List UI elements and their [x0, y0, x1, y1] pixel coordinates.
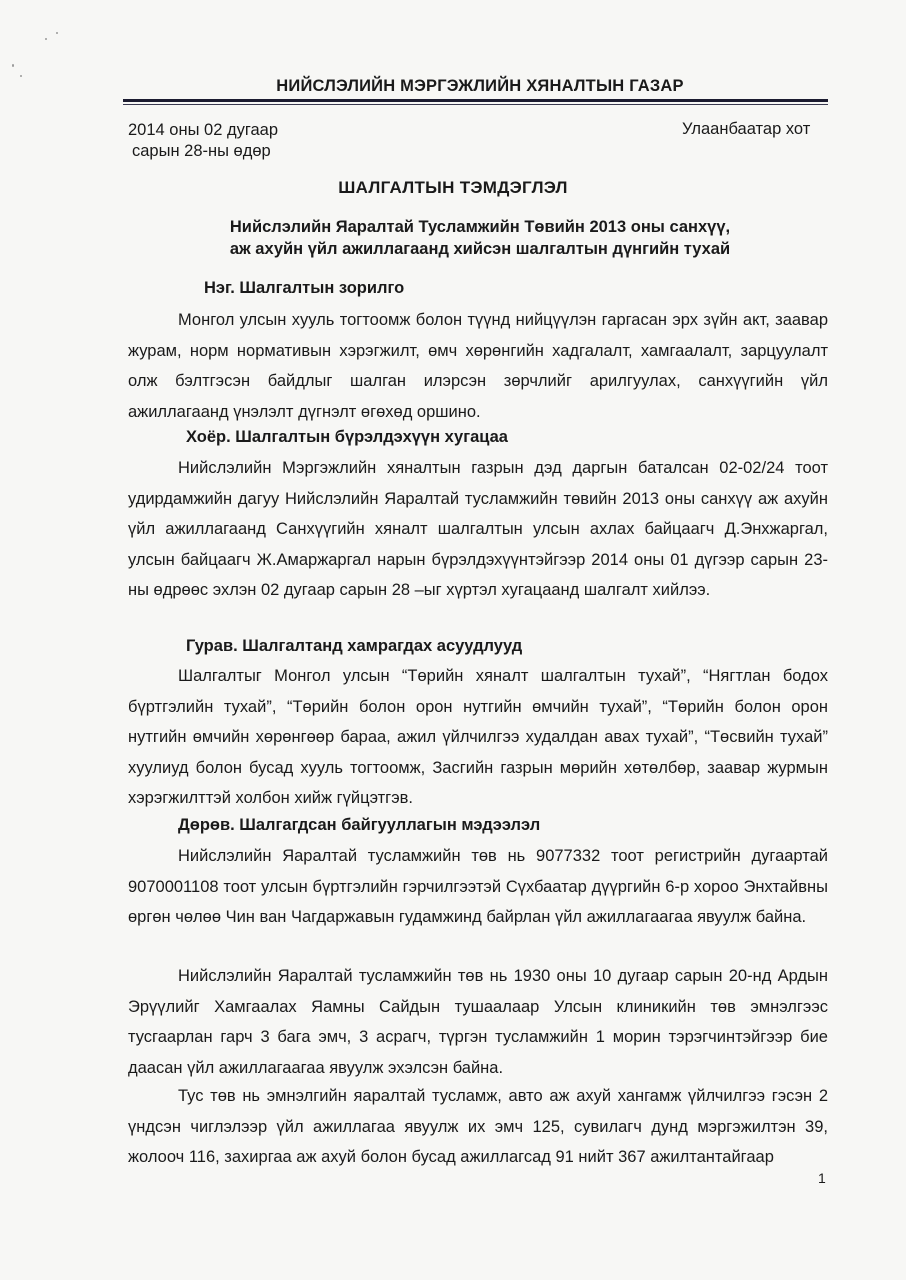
scan-speck: [12, 64, 14, 67]
header-rule-thin: [123, 104, 828, 105]
document-title: ШАЛГАЛТЫН ТЭМДЭГЛЭЛ: [338, 178, 568, 197]
paragraph: Нийслэлийн Мэргэжлийн хяналтын газрын дэд даргын баталсан 02-02/24 тоот удирдамжийн дагуу Нийслэлийн Яаралтай тусламжийн төвийн 2013 оны санхүү аж ахуйн үйл ажиллагаанд Санхүүгийн хяналт шалгалтын улсын ахлах байцаагч Д.Энхжаргал, улсын байцаагч Ж.Амаржаргал нарын бүрэлдэхүүнтэйгээр 2014 оны 01 дүгээр сарын 23-ны өдрөөс эхлэн 02 дугаар сарын 28 –ыг хүртэл хугацаанд шалгалт хийлээ.: [128, 459, 828, 599]
document-date: [128, 120, 278, 162]
paragraph: Монгол улсын хууль тогтоомж болон түүнд нийцүүлэн гаргасан эрх зүйн акт, заавар журам, норм нормативын хэрэгжилт, өмч хөрөнгийн хадгалалт, хамгаалалт, зарцуулалт олж бэлтгэсэн байдлыг шалган илэрсэн зөрчлийг арилгуулах, санхүүгийн үйл ажиллагаанд үнэлэлт дүгнэлт өгөхөд оршино.: [128, 311, 828, 421]
section-body-4-part-2: [128, 961, 828, 1083]
scan-speck: [56, 32, 58, 34]
document-subtitle: [150, 216, 810, 260]
subtitle-line-2: аж ахуйн үйл ажиллагаанд хийсэн шалгалтын дүнгийн тухай: [229, 240, 731, 258]
section-heading-3: Гурав. Шалгалтанд хамрагдах асуудлууд: [186, 637, 523, 655]
paragraph: Нийслэлийн Яаралтай тусламжийн төв нь 1930 оны 10 дугаар сарын 20-нд Ардын Эрүүлийг Хамгаалах Яамны Сайдын тушаалаар Улсын клиникийн төв эмнэлгээс тусгаарлан гарч 3 бага эмч, 3 асрагч, түргэн тусламжийн 1 морин тэрэгчинтэйгээр бие даасан үйл ажиллагаагаа явуулж эхэлсэн байна.: [128, 967, 828, 1077]
section-body-2: [128, 453, 828, 606]
section-body-3: [128, 661, 828, 814]
section-body-1: [128, 305, 828, 427]
section-heading-2: Хоёр. Шалгалтын бүрэлдэхүүн хугацаа: [186, 428, 508, 446]
subtitle-line-1: Нийслэлийн Яаралтай Тусламжийн Төвийн 2013 оны санхүү,: [229, 218, 731, 236]
paragraph: Нийслэлийн Яаралтай тусламжийн төв нь 9077332 тоот регистрийн дугаартай 9070001108 тоот улсын бүртгэлийн гэрчилгээтэй Сүхбаатар дүүргийн 6-р хороо Энхтайвны өргөн чөлөө Чин ван Чагдаржавын гудамжинд байрлан үйл ажиллагаагаа явуулж байна.: [128, 847, 828, 926]
document-city: Улаанбаатар хот: [682, 120, 811, 138]
scan-speck: [20, 75, 22, 77]
paragraph: Тус төв нь эмнэлгийн яаралтай тусламж, авто аж ахуй хангамж үйлчилгээ гэсэн 2 үндсэн чиглэлээр үйл ажиллагаа явуулж их эмч 125, сувилагч дунд мэргэжилтэн 39, жолооч 116, захиргаа аж ахуй болон бусад ажиллагсад 91 нийт 367 ажилтантайгаар: [128, 1087, 828, 1166]
scan-speck: [45, 38, 47, 40]
section-heading-1: Нэг. Шалгалтын зорилго: [204, 279, 405, 297]
organization-name: НИЙСЛЭЛИЙН МЭРГЭЖЛИЙН ХЯНАЛТЫН ГАЗАР: [276, 77, 684, 95]
section-body-4: [128, 841, 828, 933]
date-line-2: сарын 28-ны өдөр: [132, 142, 271, 160]
paragraph: Шалгалтыг Монгол улсын “Төрийн хяналт шалгалтын тухай”, “Нягтлан бодох бүртгэлийн тухай”, “Төрийн болон орон нутгийн өмчийн тухай”, “Төрийн болон орон нутгийн өмчийн хөрөнгөөр бараа, ажил үйлчилгээ худалдан авах тухай”, “Төсвийн тухай” хуулиуд болон бусад хууль тогтоомж, Засгийн газрын мөрийн хөтөлбөр, заавар журмын хэрэгжилттэй холбон хийж гүйцэтгэв.: [128, 667, 828, 807]
section-heading-4: Дөрөв. Шалгагдсан байгууллагын мэдээлэл: [178, 816, 541, 834]
header-rule-thick: [123, 99, 828, 102]
page-number: 1: [818, 1170, 826, 1186]
section-body-4-part-3: [128, 1081, 828, 1173]
date-line-1: 2014 оны 02 дугаар: [128, 121, 279, 139]
